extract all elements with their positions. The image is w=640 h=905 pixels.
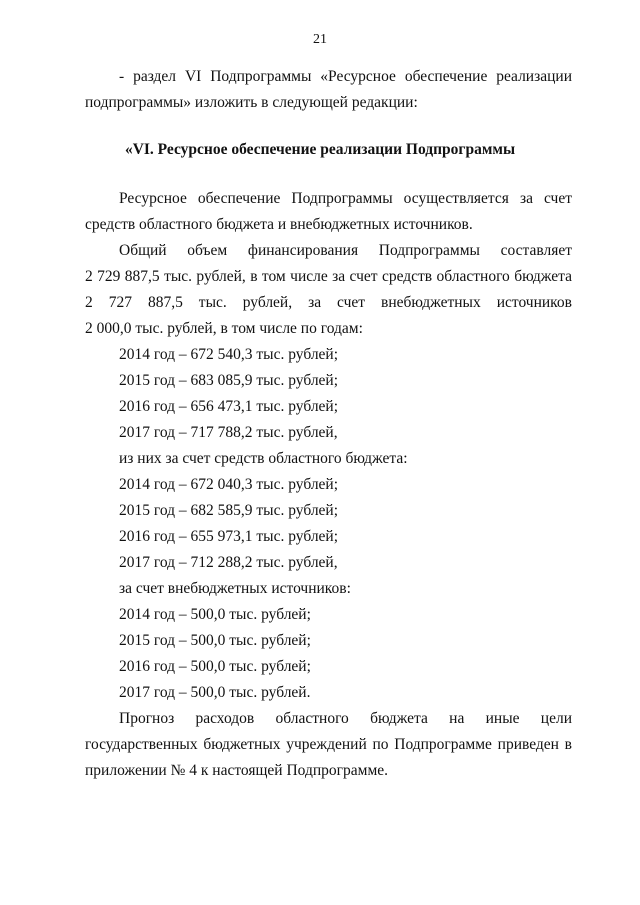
total-2015: 2015 год – 683 085,9 тыс. рублей; bbox=[119, 372, 339, 389]
para2-line-2: 2 729 887,5 тыс. рублей, в том числе за счет средств областного бюджета bbox=[85, 268, 572, 285]
total-2016: 2016 год – 656 473,1 тыс. рублей; bbox=[119, 398, 339, 415]
regional-2014: 2014 год – 672 040,3 тыс. рублей; bbox=[119, 476, 339, 493]
total-2014: 2014 год – 672 540,3 тыс. рублей; bbox=[119, 346, 339, 363]
extrabudget-2015: 2015 год – 500,0 тыс. рублей; bbox=[119, 632, 311, 649]
intro-line-1: - раздел VI Подпрограммы «Ресурсное обеспечение реализации bbox=[119, 68, 572, 85]
para2-line-1: Общий объем финансирования Подпрограммы составляет bbox=[119, 242, 572, 259]
regional-budget-label: из них за счет средств областного бюджета: bbox=[119, 450, 408, 467]
para3-line-2: государственных бюджетных учреждений по Подпрограмме приведен в bbox=[85, 736, 572, 753]
para2-line-4: 2 000,0 тыс. рублей, в том числе по годам: bbox=[85, 320, 363, 337]
para3-line-1: Прогноз расходов областного бюджета на иные цели bbox=[119, 710, 572, 727]
extrabudget-2016: 2016 год – 500,0 тыс. рублей; bbox=[119, 658, 311, 675]
regional-2017: 2017 год – 712 288,2 тыс. рублей, bbox=[119, 554, 338, 571]
section-heading: «VI. Ресурсное обеспечение реализации Подпрограммы bbox=[124, 141, 516, 158]
extrabudget-label: за счет внебюджетных источников: bbox=[119, 580, 351, 597]
para1-line-1: Ресурсное обеспечение Подпрограммы осуществляется за счет bbox=[119, 190, 572, 207]
regional-2015: 2015 год – 682 585,9 тыс. рублей; bbox=[119, 502, 339, 519]
para1-line-2: средств областного бюджета и внебюджетных источников. bbox=[85, 216, 473, 233]
page-number: 21 bbox=[313, 32, 327, 47]
extrabudget-2017: 2017 год – 500,0 тыс. рублей. bbox=[119, 684, 311, 701]
para2-line-3: 2 727 887,5 тыс. рублей, за счет внебюджетных источников bbox=[85, 294, 572, 311]
regional-2016: 2016 год – 655 973,1 тыс. рублей; bbox=[119, 528, 339, 545]
total-2017: 2017 год – 717 788,2 тыс. рублей, bbox=[119, 424, 338, 441]
intro-line-2: подпрограммы» изложить в следующей редакции: bbox=[85, 94, 418, 111]
para3-line-3: приложении № 4 к настоящей Подпрограмме. bbox=[85, 762, 389, 779]
extrabudget-2014: 2014 год – 500,0 тыс. рублей; bbox=[119, 606, 311, 623]
